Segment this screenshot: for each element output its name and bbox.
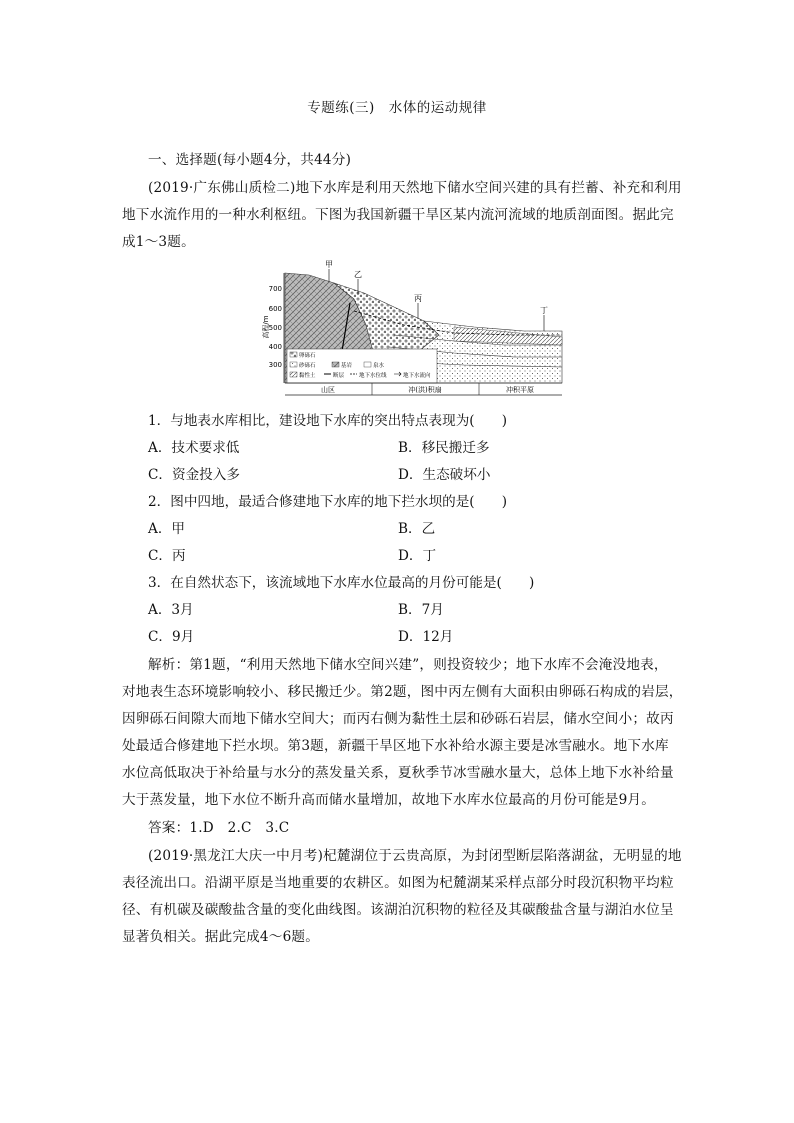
region-alluvial-plain: 冲积平原 bbox=[506, 386, 534, 394]
y-tick-400: 400 bbox=[268, 343, 282, 351]
y-tick-600: 600 bbox=[268, 305, 282, 313]
site-bing: 丙 bbox=[414, 294, 422, 303]
question-3-stem: 3．在自然状态下，该流域地下水库水位最高的月份可能是( ) bbox=[148, 575, 535, 591]
region-alluvial-fan: 冲(洪)积扇 bbox=[408, 386, 442, 394]
region-mountain: 山区 bbox=[321, 386, 335, 394]
y-tick-500: 500 bbox=[268, 324, 282, 332]
intro-line-2: 地下水流作用的一种水利枢纽。下图为我国新疆干旱区某内流河流域的地质剖面图。据此完 bbox=[122, 207, 674, 223]
analysis-line-3: 因卵砾石间隙大而地下储水空间大；而丙右侧为黏性土层和砂砾石岩层，储水空间小；故丙 bbox=[122, 711, 674, 727]
geological-cross-section-figure bbox=[254, 255, 564, 400]
analysis-line-2: 对地表生态环境影响较小、移民搬迁少。第2题，图中丙左侧有大面积由卵砾石构成的岩层， bbox=[122, 684, 683, 700]
cross-section-svg bbox=[254, 255, 564, 400]
legend-bedrock: 基岩 bbox=[341, 363, 353, 369]
legend-sand: 砂砾石 bbox=[299, 363, 316, 369]
question-1-stem: 1．与地表水库相比，建设地下水库的突出特点表现为( ) bbox=[148, 413, 508, 429]
section2-intro-line-2: 表径流出口。沿湖平原是当地重要的农耕区。如图为杞麓湖某采样点部分时段沉积物平均粒 bbox=[122, 875, 674, 891]
question-1-option-b: B．移民搬迁多 bbox=[398, 440, 490, 456]
legend-clay: 黏性土 bbox=[299, 373, 316, 379]
site-yi: 乙 bbox=[354, 270, 362, 279]
question-3-option-c: C．9月 bbox=[148, 629, 195, 645]
y-tick-300: 300 bbox=[268, 361, 282, 369]
question-1-option-a: A．技术要求低 bbox=[148, 440, 240, 456]
site-jia: 甲 bbox=[325, 260, 333, 269]
section2-intro-line-1: (2019·黑龙江大庆一中月考)杞麓湖位于云贵高原，为封闭型断层陷落湖盆，无明显的地 bbox=[148, 848, 682, 864]
legend-gravel: 卵砾石 bbox=[299, 353, 316, 359]
legend-water-table: 地下水位线 bbox=[359, 373, 387, 379]
question-3-option-d: D．12月 bbox=[398, 629, 454, 645]
question-3-option-b: B．7月 bbox=[398, 602, 444, 618]
question-1-option-d: D．生态破坏小 bbox=[398, 467, 491, 483]
legend-flow: 地下水流向 bbox=[403, 373, 431, 379]
question-1-option-c: C．资金投入多 bbox=[148, 467, 240, 483]
intro-line-1: (2019·广东佛山质检二)地下水库是利用天然地下储水空间兴建的具有拦蓄、补充和利用 bbox=[148, 180, 682, 196]
analysis-line-4: 处最适合修建地下拦水坝。第3题，新疆干旱区地下水补给水源主要是冰雪融水。地下水库 bbox=[122, 738, 669, 754]
analysis-line-5: 水位高低取决于补给量与水分的蒸发量关系，夏秋季节冰雪融水量大，总体上地下水补给量 bbox=[122, 765, 674, 781]
analysis-line-6: 大于蒸发量，地下水位不断升高而储水量增加，故地下水库水位最高的月份可能是9月。 bbox=[122, 792, 656, 808]
legend-fault: 断层 bbox=[333, 373, 345, 379]
section2-intro-line-3: 径、有机碳及碳酸盐含量的变化曲线图。该湖泊沉积物的粒径及其碳酸盐含量与湖泊水位呈 bbox=[122, 902, 674, 918]
question-2-option-c: C．丙 bbox=[148, 548, 186, 564]
site-ding: 丁 bbox=[540, 306, 548, 315]
legend-spring: 泉水 bbox=[373, 363, 385, 369]
question-2-option-a: A．甲 bbox=[148, 521, 186, 537]
section-heading: 一、选择题(每小题4分，共44分) bbox=[148, 152, 352, 168]
question-2-stem: 2．图中四地，最适合修建地下水库的地下拦水坝的是( ) bbox=[148, 494, 508, 510]
question-2-option-b: B．乙 bbox=[398, 521, 436, 537]
question-3-option-a: A．3月 bbox=[148, 602, 194, 618]
y-tick-700: 700 bbox=[268, 285, 282, 293]
question-2-option-d: D．丁 bbox=[398, 548, 437, 564]
analysis-line-1: 解析：第1题，“利用天然地下储水空间兴建”，则投资较少；地下水库不会淹没地表， bbox=[148, 657, 668, 673]
answer-line: 答案：1.D 2.C 3.C bbox=[148, 820, 290, 836]
page-title: 专题练(三) 水体的运动规律 bbox=[307, 100, 487, 116]
section2-intro-line-4: 显著负相关。据此完成4～6题。 bbox=[122, 929, 320, 945]
y-axis-label: 高程/m bbox=[262, 315, 270, 339]
intro-line-3: 成1～3题。 bbox=[122, 234, 195, 250]
